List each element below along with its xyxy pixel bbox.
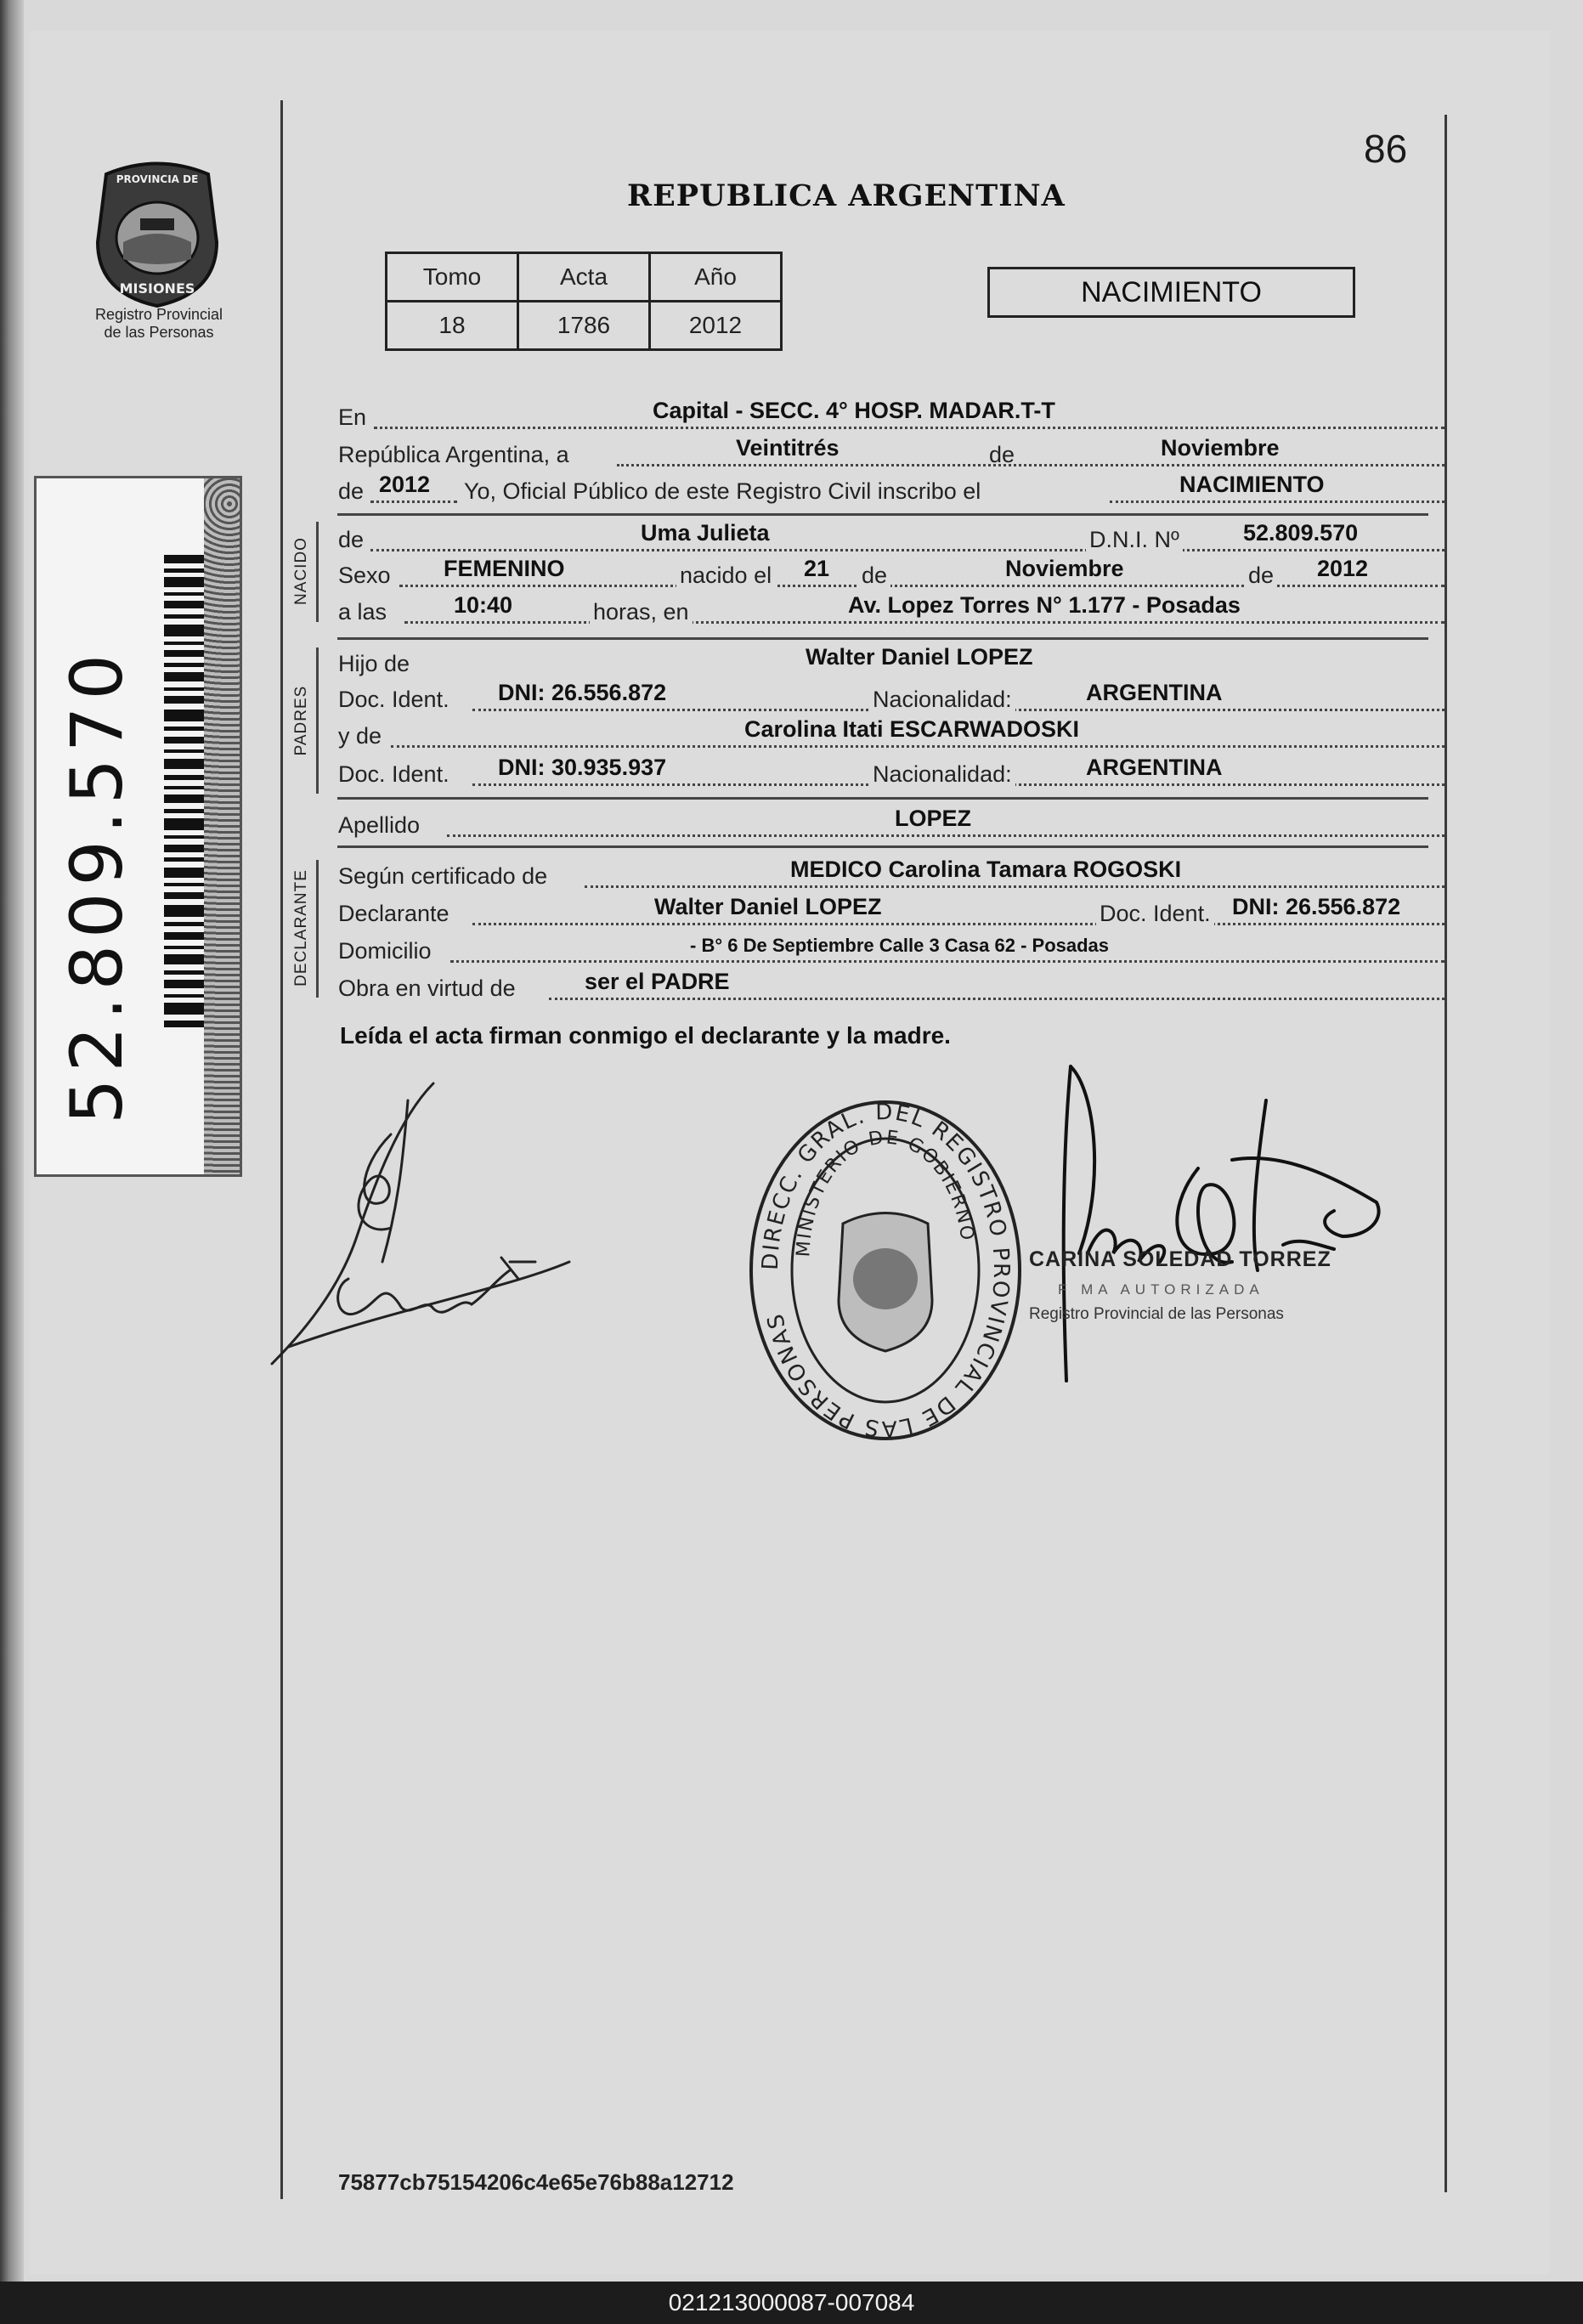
- side-label-nacido: NACIDO: [292, 537, 310, 605]
- label-yde: y de: [338, 723, 382, 749]
- section-divider: [337, 637, 1428, 640]
- value-mother-doc: DNI: 30.935.937: [498, 755, 667, 780]
- label-alas: a las: [338, 599, 387, 625]
- value-name: Uma Julieta: [641, 520, 770, 546]
- issuer-caption-line2: de las Personas: [104, 324, 214, 341]
- dotted-line: [370, 549, 1444, 551]
- official-organization: Registro Provincial de las Personas: [1029, 1305, 1284, 1323]
- value-declarant-doc: DNI: 26.556.872: [1232, 894, 1401, 919]
- scan-footer-id: 021213000087-007084: [668, 2289, 915, 2316]
- value-father: Walter Daniel LOPEZ: [806, 644, 1033, 670]
- issuer-caption: [61, 306, 257, 342]
- dotted-line: [585, 885, 1444, 888]
- value-mother: Carolina Itati ESCARWADOSKI: [744, 716, 1080, 742]
- record-table-cell: 2012: [650, 302, 782, 350]
- value-mother-nationality: ARGENTINA: [1086, 755, 1223, 780]
- value-father-doc: DNI: 26.556.872: [498, 680, 667, 705]
- label-en: En: [338, 404, 367, 430]
- row-address: [338, 931, 1444, 964]
- row-name: [338, 520, 1444, 552]
- label-de: de: [989, 442, 1015, 467]
- section-divider: [337, 513, 1428, 516]
- label-horas: horas, en: [590, 599, 693, 625]
- closing-statement: Leída el acta firman conmigo el declarante y la madre.: [340, 1022, 951, 1049]
- official-name: CARINA SOLEDAD TORREZ: [1029, 1247, 1331, 1271]
- label-doc: Doc. Ident.: [1096, 901, 1214, 927]
- row-registration: [338, 472, 1444, 504]
- row-mother: [338, 716, 1444, 749]
- label-nacionalidad: Nacionalidad:: [869, 687, 1015, 713]
- value-time: 10:40: [454, 592, 513, 618]
- value-birth-year: 2012: [1317, 556, 1369, 581]
- page-number: 86: [1364, 127, 1408, 171]
- row-reason: [338, 969, 1444, 1001]
- label-doc: Doc. Ident.: [338, 761, 449, 787]
- section-bar-padres: [316, 647, 319, 794]
- label-doc: Doc. Ident.: [338, 687, 449, 712]
- section-divider: [337, 797, 1428, 800]
- official-title: F MA AUTORIZADA: [1058, 1281, 1264, 1298]
- dotted-line: [399, 585, 1444, 587]
- row-mother-id: [338, 755, 1444, 787]
- label-hijo: Hijo de: [338, 651, 410, 676]
- value-birthplace: Av. Lopez Torres N° 1.177 - Posadas: [848, 592, 1241, 618]
- value-month: Noviembre: [1161, 435, 1280, 461]
- value-declarant: Walter Daniel LOPEZ: [654, 894, 882, 919]
- document-title: REPUBLICA ARGENTINA: [627, 178, 1066, 213]
- dotted-line: [370, 500, 457, 503]
- label-republica: República Argentina, a: [338, 442, 569, 467]
- row-father: [338, 644, 1444, 676]
- row-father-id: [338, 680, 1444, 712]
- value-registration-type: NACIMIENTO: [1179, 472, 1325, 497]
- record-table-header: Año: [650, 253, 782, 302]
- book-binding-edge: [0, 0, 24, 2282]
- dotted-line: [391, 745, 1444, 748]
- record-table-cell: 18: [387, 302, 518, 350]
- dotted-line: [374, 427, 1444, 429]
- record-table-header: Acta: [518, 253, 650, 302]
- value-surname: LOPEZ: [895, 806, 972, 831]
- value-sex: FEMENINO: [444, 556, 565, 581]
- record-type-box: NACIMIENTO: [987, 267, 1355, 318]
- side-label-declarante: DECLARANTE: [292, 869, 310, 987]
- value-place: Capital - SECC. 4° HOSP. MADAR.T-T: [653, 398, 1055, 423]
- label-nacionalidad: Nacionalidad:: [869, 761, 1015, 788]
- seal-inner-text: MINISTERIO DE GOBIERNO: [793, 1127, 978, 1258]
- label-apellido: Apellido: [338, 812, 421, 838]
- dotted-line: [472, 923, 1444, 925]
- value-address: - B° 6 De Septiembre Calle 3 Casa 62 - Posadas: [690, 935, 1110, 956]
- barcode-panel: [34, 476, 242, 1177]
- value-day-text: Veintitrés: [736, 435, 840, 461]
- label-de-year: de: [338, 478, 365, 504]
- label-declarante: Declarante: [338, 901, 449, 926]
- value-birth-day: 21: [804, 556, 830, 581]
- row-declarant: [338, 894, 1444, 926]
- document-hash: 75877cb75154206c4e65e76b88a12712: [338, 2169, 734, 2195]
- record-table-cell: 1786: [518, 302, 650, 350]
- section-bar-nacido: [316, 522, 319, 622]
- value-year: 2012: [379, 472, 431, 497]
- record-table-header: Tomo: [387, 253, 518, 302]
- dotted-line: [549, 998, 1444, 1000]
- side-label-padres: PADRES: [292, 685, 310, 756]
- seal-outer-text: DIRECC. GRAL. DEL REGISTRO PROVINCIAL DE LAS PERSONAS: [757, 1100, 1015, 1441]
- section-bar-declarante: [316, 860, 319, 998]
- record-table-header-row: [387, 253, 782, 302]
- value-father-nationality: ARGENTINA: [1086, 680, 1223, 705]
- province-shield-logo: [89, 157, 225, 310]
- row-sex-birthdate: [338, 556, 1444, 588]
- label-domicilio: Domicilio: [338, 938, 432, 964]
- dotted-line: [447, 834, 1444, 837]
- label-nacido: nacido el: [676, 563, 775, 589]
- record-table: [385, 252, 783, 351]
- barcode-security-pattern: [204, 478, 240, 1174]
- declarant-signature: [255, 1066, 595, 1372]
- dotted-line: [450, 960, 1444, 963]
- label-oficial-text: Yo, Oficial Público de este Registro Civil inscribo el: [464, 478, 981, 504]
- dotted-line: [617, 464, 1444, 466]
- label-obra: Obra en virtud de: [338, 975, 516, 1001]
- barcode-number: 52.809.570: [55, 647, 139, 1124]
- dotted-line: [404, 621, 1444, 624]
- section-divider: [337, 845, 1428, 848]
- row-place: [338, 398, 1444, 430]
- value-dni: 52.809.570: [1243, 520, 1359, 546]
- row-time-place: [338, 592, 1444, 625]
- issuer-caption-line1: Registro Provincial: [94, 306, 223, 323]
- row-surname: [338, 806, 1444, 838]
- dotted-line: [1110, 500, 1444, 503]
- official-signature: [977, 1058, 1402, 1389]
- label-de: de: [858, 563, 890, 589]
- value-birth-month: Noviembre: [1005, 556, 1124, 581]
- value-certificate: MEDICO Carolina Tamara ROGOSKI: [790, 857, 1182, 882]
- logo-text-bottom: MISIONES: [119, 280, 195, 297]
- logo-text-top: PROVINCIA DE: [116, 173, 199, 185]
- label-dni: D.N.I. Nº: [1086, 527, 1183, 553]
- right-margin-rule: [1444, 115, 1447, 2192]
- record-table-value-row: [387, 302, 782, 350]
- row-date: [338, 435, 1444, 467]
- label-de: de: [1245, 563, 1277, 589]
- label-sexo: Sexo: [338, 563, 391, 588]
- row-certificate: [338, 857, 1444, 889]
- label-certificado: Según certificado de: [338, 863, 548, 889]
- value-reason: ser el PADRE: [585, 969, 730, 994]
- label-nombre: de: [338, 527, 365, 552]
